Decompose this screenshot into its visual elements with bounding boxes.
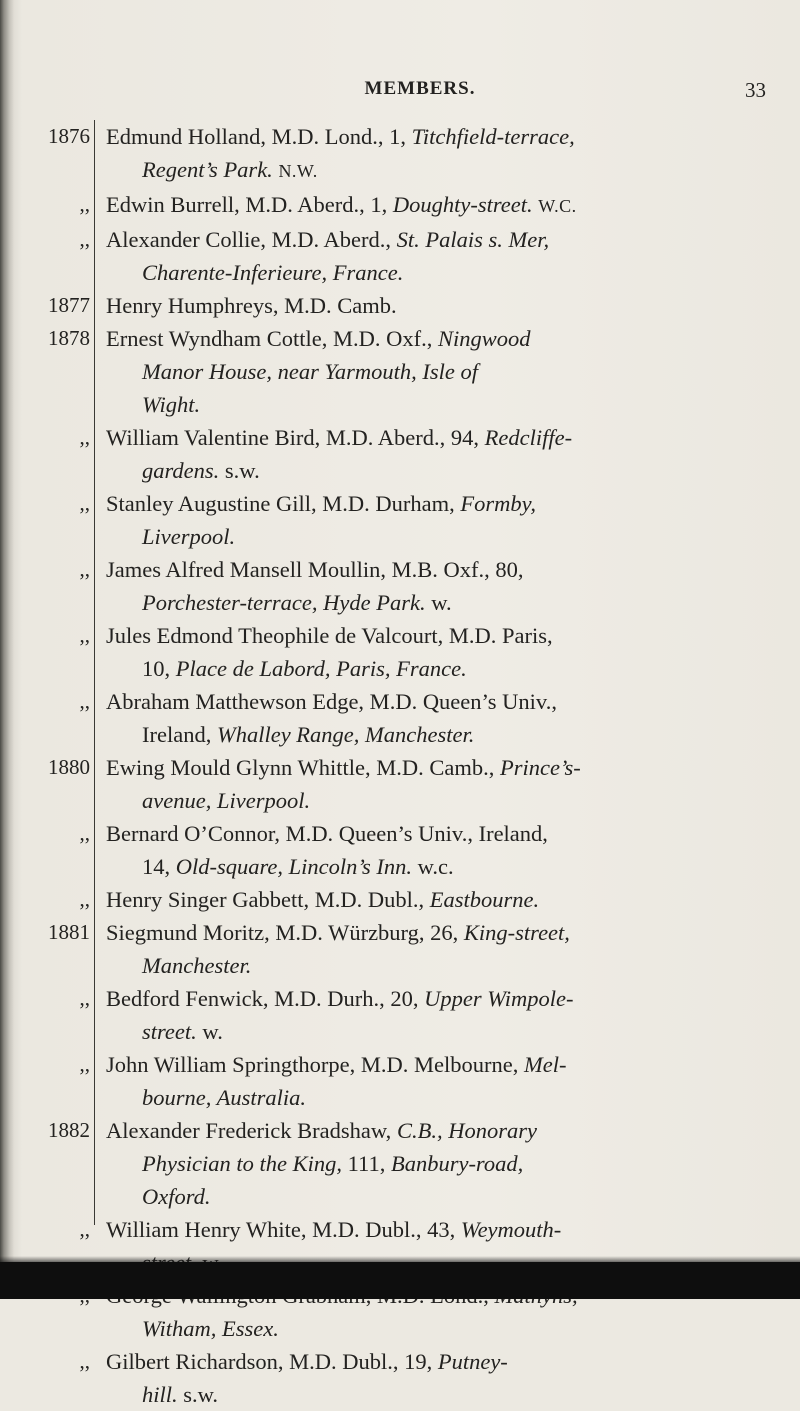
entry-continuation-line <box>106 784 766 817</box>
member-entry <box>0 817 800 883</box>
address-italic: Eastbourne. <box>429 887 540 912</box>
postal-district: N.W. <box>278 161 318 181</box>
member-entry <box>0 223 800 289</box>
member-entry <box>0 982 800 1048</box>
entry-segment: Ernest Wyndham Cottle, M.D. Oxf., <box>106 326 438 351</box>
entry-line <box>106 227 549 252</box>
entry-continuation-line <box>106 1312 766 1345</box>
member-entry <box>0 188 800 223</box>
address-italic: Witham, Essex. <box>142 1316 279 1341</box>
entry-text <box>106 223 766 289</box>
entry-segment: Ewing Mould Glynn Whittle, M.D. Camb., <box>106 755 500 780</box>
entry-continuation-line <box>106 355 766 388</box>
entry-continuation-line <box>106 1378 766 1411</box>
member-entry <box>0 685 800 751</box>
entry-year: ,, <box>79 887 90 911</box>
entry-segment: Abraham Matthewson Edge, M.D. Queen’s Univ., <box>106 689 557 714</box>
entry-year: 1881 <box>48 920 90 944</box>
entry-segment: Jules Edmond Theophile de Valcourt, M.D. Paris, <box>106 623 553 648</box>
member-entry <box>0 883 800 916</box>
entry-line <box>106 293 397 318</box>
entry-year: ,, <box>79 227 90 251</box>
entry-year: ,, <box>79 689 90 713</box>
member-entry <box>0 1114 800 1213</box>
entry-line <box>106 1052 567 1077</box>
entry-segment: William Henry White, M.D. Dubl., 43, <box>106 1217 461 1242</box>
entry-line <box>106 821 548 846</box>
entry-segment: w.c. <box>412 854 454 879</box>
entry-line <box>106 755 581 780</box>
entry-continuation-line <box>106 520 766 553</box>
address-italic: C.B., Honorary <box>396 1118 537 1143</box>
member-list <box>0 120 800 1411</box>
entry-year: ,, <box>79 425 90 449</box>
address-italic: gardens. <box>142 458 220 483</box>
entry-text <box>106 322 766 421</box>
entry-year: ,, <box>79 491 90 515</box>
address-italic: Mel- <box>524 1052 567 1077</box>
entry-continuation-line <box>106 1180 766 1213</box>
entry-year: ,, <box>79 1349 90 1373</box>
entry-segment: Ireland, <box>142 722 217 747</box>
entry-segment: Alexander Frederick Bradshaw, <box>106 1118 397 1143</box>
address-italic: Formby, <box>460 491 536 516</box>
entry-year: 1880 <box>48 755 90 779</box>
entry-text <box>106 817 766 883</box>
entry-text <box>106 120 766 188</box>
member-entry <box>0 120 800 188</box>
entry-continuation-line <box>106 949 766 982</box>
entry-segment: s.w. <box>219 458 260 483</box>
entry-continuation-line <box>106 652 766 685</box>
address-italic: Putney- <box>437 1349 508 1374</box>
member-entry <box>0 553 800 619</box>
entry-text <box>106 751 766 817</box>
entry-year: ,, <box>79 1217 90 1241</box>
entry-line <box>106 425 572 450</box>
entry-line <box>106 920 570 945</box>
address-italic: hill. <box>142 1382 178 1407</box>
entry-line <box>106 124 575 149</box>
address-italic: Whalley Range, Manchester. <box>216 722 475 747</box>
running-head <box>0 78 800 108</box>
entry-text <box>106 883 766 916</box>
member-entry <box>0 322 800 421</box>
member-entry <box>0 289 800 322</box>
entry-segment: Bernard O’Connor, M.D. Queen’s Univ., Ireland, <box>106 821 548 846</box>
entry-text <box>106 421 766 487</box>
entry-text <box>106 1345 766 1411</box>
entry-text <box>106 289 766 322</box>
address-italic: Banbury-road, <box>390 1151 524 1176</box>
entry-year: 1882 <box>48 1118 90 1142</box>
entry-line <box>106 491 536 516</box>
entry-text <box>106 487 766 553</box>
entry-segment: Siegmund Moritz, M.D. Würzburg, 26, <box>106 920 464 945</box>
entry-year: ,, <box>79 986 90 1010</box>
entry-segment: 14, <box>142 854 176 879</box>
address-italic: Manor House, near Yarmouth, Isle of <box>142 359 479 384</box>
entry-year: ,, <box>79 623 90 647</box>
postal-district: W.C. <box>538 196 577 216</box>
address-italic: Upper Wimpole- <box>424 986 574 1011</box>
entry-text <box>106 916 766 982</box>
member-entry <box>0 421 800 487</box>
running-title: MEMBERS. <box>364 78 476 99</box>
entry-segment: 10, <box>142 656 176 681</box>
address-italic: Prince’s- <box>499 755 581 780</box>
member-entry <box>0 619 800 685</box>
entry-segment: Henry Humphreys, M.D. Camb. <box>106 293 397 318</box>
entry-continuation-line <box>106 153 766 188</box>
entry-continuation-line <box>106 388 766 421</box>
entry-text <box>106 553 766 619</box>
address-italic: Physician to the King, <box>142 1151 342 1176</box>
address-italic: bourne, Australia. <box>142 1085 306 1110</box>
entry-line <box>106 887 539 912</box>
entry-continuation-line <box>106 850 766 883</box>
entry-line <box>106 557 523 582</box>
entry-segment: Edwin Burrell, M.D. Aberd., 1, <box>106 192 393 217</box>
entry-line <box>106 623 553 648</box>
address-italic: Doughty-street. <box>392 192 533 217</box>
entry-segment: Gilbert Richardson, M.D. Dubl., 19, <box>106 1349 438 1374</box>
member-entry <box>0 1345 800 1411</box>
address-italic: King-street, <box>463 920 570 945</box>
page-number: 33 <box>745 78 766 102</box>
entry-year: 1876 <box>48 124 90 148</box>
entry-text <box>106 188 766 223</box>
entry-continuation-line <box>106 586 766 619</box>
address-italic: Regent’s Park. <box>142 157 273 182</box>
entry-segment: John William Springthorpe, M.D. Melbourne, <box>106 1052 525 1077</box>
entry-segment: s.w. <box>177 1382 219 1407</box>
member-entry <box>0 487 800 553</box>
entry-line <box>106 326 530 351</box>
entry-continuation-line <box>106 256 766 289</box>
entry-text <box>106 1048 766 1114</box>
address-italic: Weymouth- <box>460 1217 562 1242</box>
address-italic: Ningwood <box>437 326 531 351</box>
entry-year: ,, <box>79 557 90 581</box>
entry-year: ,, <box>79 192 90 216</box>
entry-segment: William Valentine Bird, M.D. Aberd., 94, <box>106 425 485 450</box>
entry-text <box>106 619 766 685</box>
entry-text <box>106 982 766 1048</box>
address-italic: Porchester-terrace, Hyde Park. <box>142 590 426 615</box>
address-italic: Manchester. <box>142 953 252 978</box>
entry-continuation-line <box>106 454 766 487</box>
entry-segment: Henry Singer Gabbett, M.D. Dubl., <box>106 887 430 912</box>
member-entry <box>0 916 800 982</box>
address-italic: Old-square, Lincoln’s Inn. <box>175 854 412 879</box>
address-italic: Titchfield-terrace, <box>411 124 575 149</box>
entry-line <box>106 689 557 714</box>
scan-bottom-edge <box>0 1262 800 1299</box>
entry-line <box>106 192 577 217</box>
entry-continuation-line <box>106 718 766 751</box>
entry-line <box>106 1118 537 1143</box>
entry-segment: Stanley Augustine Gill, M.D. Durham, <box>106 491 461 516</box>
entry-text <box>106 1114 766 1213</box>
entry-text <box>106 685 766 751</box>
entry-segment: Edmund Holland, M.D. Lond., 1, <box>106 124 412 149</box>
address-italic: Wight. <box>142 392 201 417</box>
entry-line <box>106 1217 561 1242</box>
entry-year: ,, <box>79 821 90 845</box>
entry-segment: 111, <box>341 1151 391 1176</box>
address-italic: Liverpool. <box>142 524 236 549</box>
entry-segment: James Alfred Mansell Moullin, M.B. Oxf., 80, <box>106 557 524 582</box>
entry-year: ,, <box>79 1052 90 1076</box>
address-italic: street. <box>142 1019 197 1044</box>
entry-line <box>106 986 573 1011</box>
address-italic: St. Palais s. Mer, <box>396 227 550 252</box>
entry-continuation-line <box>106 1081 766 1114</box>
member-entry <box>0 751 800 817</box>
entry-segment: Alexander Collie, M.D. Aberd., <box>106 227 397 252</box>
entry-year: 1878 <box>48 326 90 350</box>
entry-segment: Bedford Fenwick, M.D. Durh., 20, <box>106 986 425 1011</box>
entry-segment: w. <box>425 590 452 615</box>
entry-continuation-line <box>106 1147 766 1180</box>
address-italic: Oxford. <box>142 1184 211 1209</box>
member-entry <box>0 1048 800 1114</box>
entry-segment: w. <box>196 1019 223 1044</box>
entry-year: 1877 <box>48 293 90 317</box>
address-italic: Charente-Inferieure, France. <box>142 260 404 285</box>
address-italic: avenue, Liverpool. <box>142 788 311 813</box>
entry-line <box>106 1349 508 1374</box>
address-italic: Redcliffe- <box>484 425 573 450</box>
entry-continuation-line <box>106 1015 766 1048</box>
address-italic: Place de Labord, Paris, France. <box>175 656 467 681</box>
